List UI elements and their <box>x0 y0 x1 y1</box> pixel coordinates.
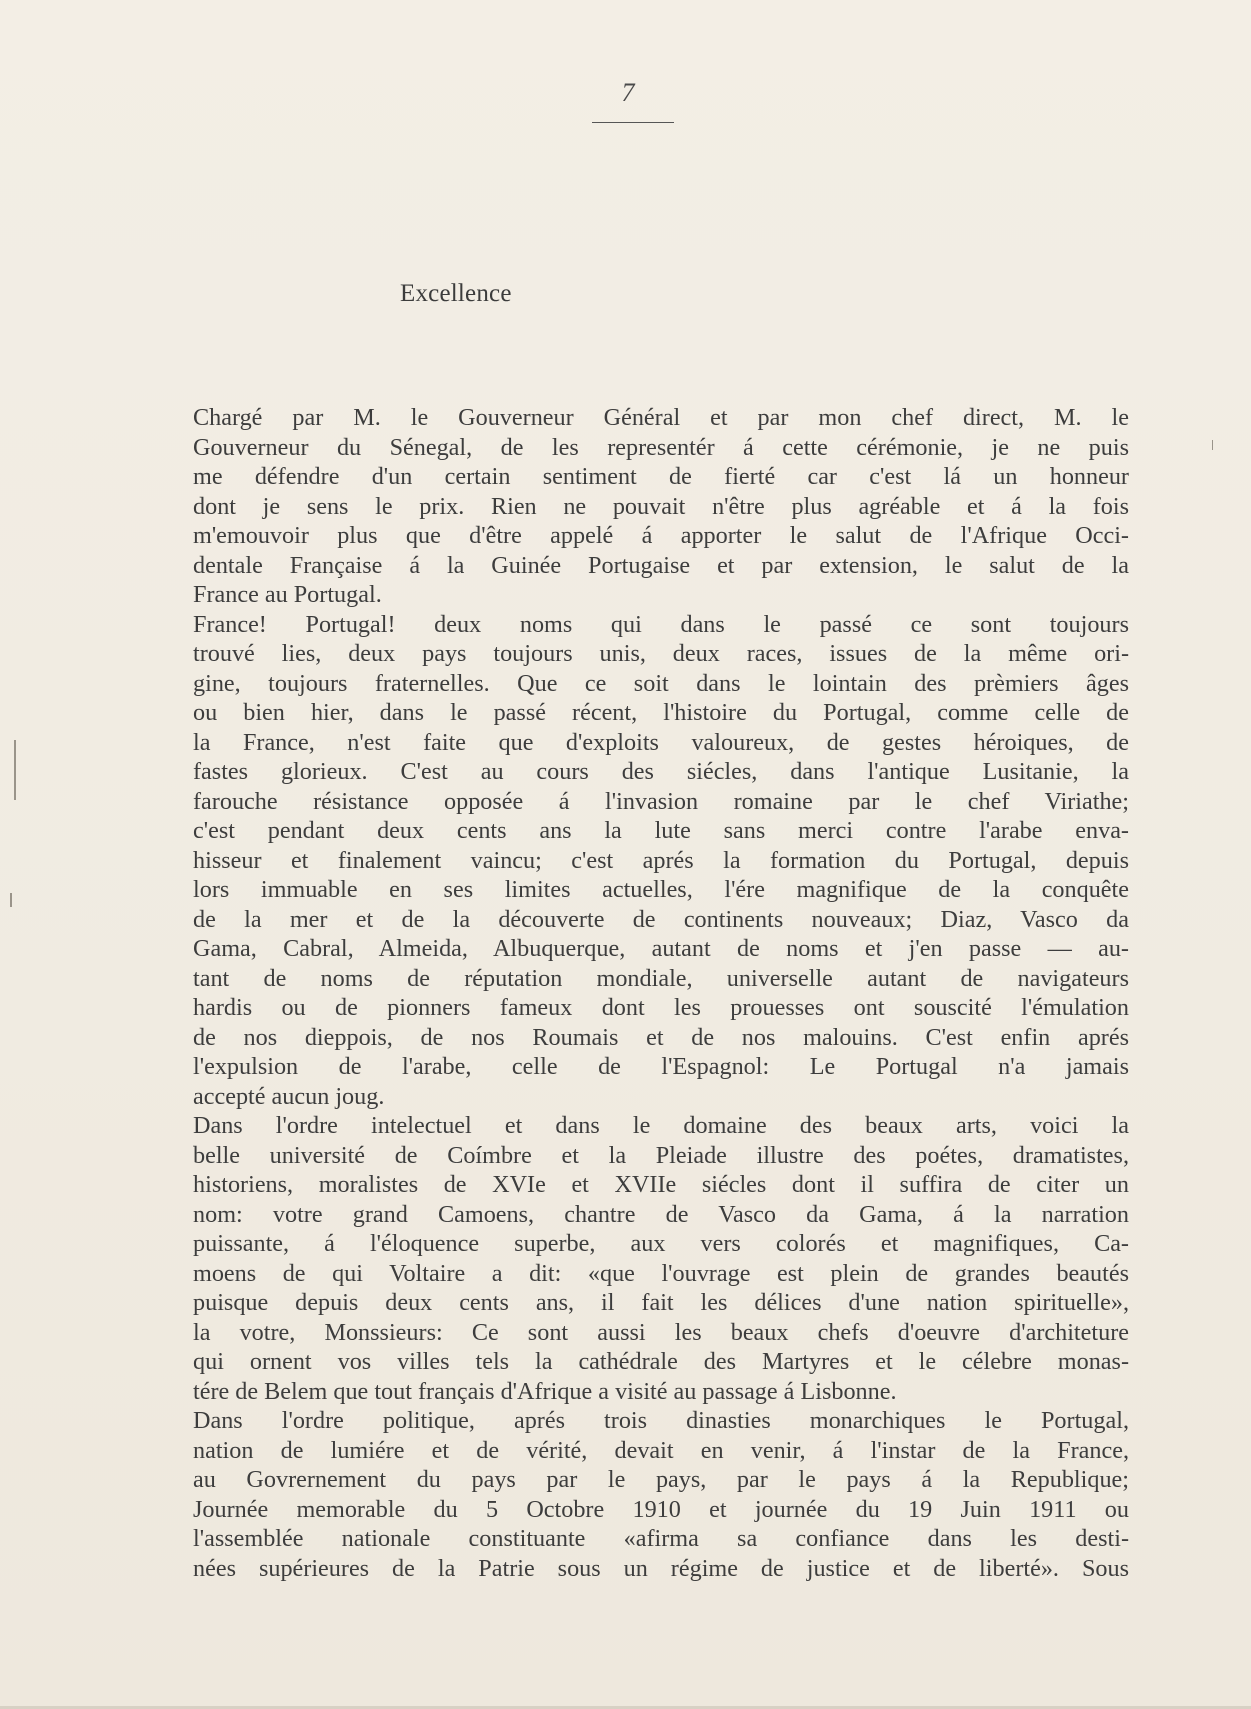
text-line: Dans l'ordre politique, aprés trois dinasties monarchiques le Portugal, <box>193 1407 1129 1434</box>
text-line: l'assemblée nationale constituante «afirma sa confiance dans les desti- <box>193 1525 1129 1552</box>
text-line: la France, n'est faite que d'exploits valoureux, de gestes héroiques, de <box>193 728 1129 756</box>
text-line: qui ornent vos villes tels la cathédrale des Martyres et le célebre monas- <box>193 1348 1129 1375</box>
text-line: Journée memorable du 5 Octobre 1910 et journée du 19 Juin 1911 ou <box>193 1495 1129 1523</box>
text-line: Gouverneur du Sénegal, de les representér á cette cérémonie, je ne puis <box>193 433 1129 461</box>
text-line: puisque depuis deux cents ans, il fait les délices d'une nation spirituelle», <box>193 1289 1129 1316</box>
text-line: c'est pendant deux cents ans la lute sans merci contre l'arabe enva- <box>193 817 1129 844</box>
text-line: Chargé par M. le Gouverneur Général et par mon chef direct, M. le <box>193 404 1129 431</box>
margin-mark <box>10 893 12 907</box>
text-line: belle université de Coímbre et la Pleiade illustre des poétes, dramatistes, <box>193 1141 1129 1169</box>
text-line: nation de lumiére et de vérité, devait en venir, á l'instar de la France, <box>193 1436 1129 1464</box>
text-line: lors immuable en ses limites actuelles, l'ére magnifique de la conquête <box>193 876 1129 903</box>
text-line: moens de qui Voltaire a dit: «que l'ouvrage est plein de grandes beautés <box>193 1259 1129 1287</box>
text-line: dont je sens le prix. Rien ne pouvait n'être plus agréable et á la fois <box>193 492 1129 520</box>
text-line: ou bien hier, dans le passé récent, l'histoire du Portugal, comme celle de <box>193 699 1129 726</box>
text-line: m'emouvoir plus que d'être appelé á apporter le salut de l'Afrique Occi- <box>193 522 1129 549</box>
text-line: historiens, moralistes de XVIe et XVIIe siécles dont il suffira de citer un <box>193 1171 1129 1198</box>
text-line: nom: votre grand Camoens, chantre de Vasco da Gama, á la narration <box>193 1200 1129 1228</box>
text-line: fastes glorieux. C'est au cours des siécles, dans l'antique Lusitanie, la <box>193 758 1129 785</box>
text-line: la votre, Monssieurs: Ce sont aussi les beaux chefs d'oeuvre d'architeture <box>193 1318 1129 1346</box>
paragraph-3 <box>133 1111 1129 1406</box>
salutation: Excellence <box>400 280 512 307</box>
page-number: 7 <box>621 78 635 107</box>
body-text <box>133 403 1129 1583</box>
margin-mark <box>14 740 16 800</box>
text-line: nées supérieures de la Patrie sous un régime de justice et de liberté». Sous <box>193 1554 1129 1582</box>
text-line: accepté aucun joug. <box>193 1082 385 1110</box>
text-line: au Govrernement du pays par le pays, par le pays á la Republique; <box>193 1466 1129 1493</box>
text-line: Gama, Cabral, Almeida, Albuquerque, autant de noms et j'en passe — au- <box>193 935 1129 962</box>
text-line: hardis ou de pionners fameux dont les prouesses ont souscité l'émulation <box>193 994 1129 1021</box>
text-line: France! Portugal! deux noms qui dans le passé ce sont toujours <box>193 610 1129 638</box>
text-line: puissante, á l'éloquence superbe, aux vers colorés et magnifiques, Ca- <box>193 1230 1129 1257</box>
text-line: me défendre d'un certain sentiment de fierté car c'est lá un honneur <box>193 463 1129 490</box>
text-line: de nos dieppois, de nos Roumais et de nos malouins. C'est enfin aprés <box>193 1023 1129 1051</box>
text-line: tant de noms de réputation mondiale, universelle autant de navigateurs <box>193 964 1129 992</box>
text-line: farouche résistance opposée á l'invasion romaine par le chef Viriathe; <box>193 787 1129 815</box>
text-line: tére de Belem que tout français d'Afrique a visité au passage á Lisbonne. <box>193 1377 897 1405</box>
text-line: dentale Française á la Guinée Portugaise et par extension, le salut de la <box>193 551 1129 579</box>
text-line: gine, toujours fraternelles. Que ce soit dans le lointain des prèmiers âges <box>193 669 1129 697</box>
page-number-rule <box>592 122 674 123</box>
margin-mark <box>1212 440 1213 450</box>
paragraph-4 <box>133 1406 1129 1583</box>
text-line: Dans l'ordre intelectuel et dans le domaine des beaux arts, voici la <box>193 1112 1129 1139</box>
text-line: France au Portugal. <box>193 581 382 608</box>
text-line: l'expulsion de l'arabe, celle de l'Espagnol: Le Portugal n'a jamais <box>193 1053 1129 1080</box>
paragraph-2 <box>133 610 1129 1112</box>
paragraph-1 <box>133 403 1129 610</box>
text-line: de la mer et de la découverte de continents nouveaux; Diaz, Vasco da <box>193 905 1129 933</box>
text-line: trouvé lies, deux pays toujours unis, deux races, issues de la même ori- <box>193 640 1129 667</box>
text-line: hisseur et finalement vaincu; c'est aprés la formation du Portugal, depuis <box>193 846 1129 874</box>
